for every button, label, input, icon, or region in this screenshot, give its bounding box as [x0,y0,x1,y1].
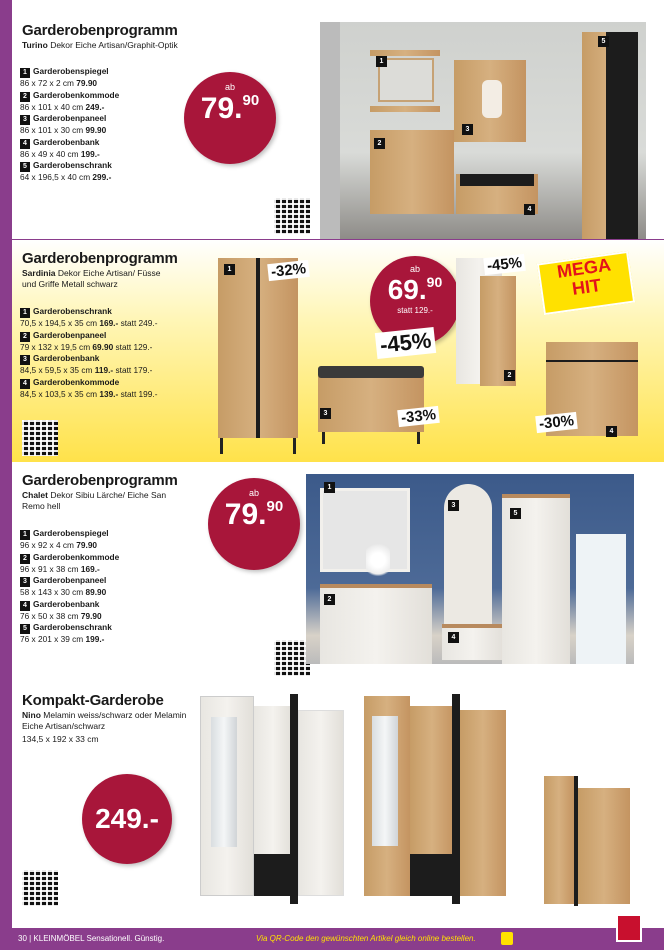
item-dimensions: 76 x 50 x 38 cm [20,610,79,621]
qr-scan-icon [616,914,642,942]
section-title: Garderobenprogramm [22,22,178,39]
section-subtitle [22,40,212,51]
item-number: 2 [20,332,30,342]
item-header [20,552,220,564]
item-name: Garderobenspiegel [33,528,109,538]
item-details [20,389,220,400]
item-details [20,149,220,160]
item-marker-2: 2 [324,594,335,605]
model-description: Dekor Sibiu Lärche/ Eiche San Remo hell [22,490,167,511]
item-old-price: statt 199.- [120,388,158,399]
price-prefix: ab [409,264,420,274]
item-dimensions: 96 x 92 x 4 cm [20,540,74,550]
section-title: Kompakt-Garderobe [22,692,164,709]
item-name: Garderobenkommode [33,376,120,387]
item-price: 169.- [80,563,100,574]
item-number: 3 [20,577,30,587]
item-header [20,66,220,78]
item-number: 4 [20,379,30,389]
item-price: 199.- [80,148,100,159]
item-details [20,172,220,183]
item-details [20,611,220,622]
model-name: Sardinia [22,268,56,278]
item-header [20,353,220,365]
item-old-price: statt 249.- [120,318,158,328]
item-dimensions: 76 x 201 x 39 cm [20,634,84,645]
item-marker-2: 2 [374,138,385,149]
qr-code[interactable] [22,870,58,906]
item-name: Garderobenspiegel [33,66,109,76]
model-description: Melamin weiss/schwarz oder Melamin Eiche Artisan/schwarz [22,710,187,731]
item-marker-1: 1 [224,264,235,275]
qr-code[interactable] [274,640,310,676]
item-dimensions: 86 x 101 x 30 cm [20,125,84,136]
section-nino [12,684,664,928]
model-description: Dekor Eiche Artisan/Graphit-Optik [50,40,178,50]
item-number: 3 [20,355,30,365]
mega-line-1: MEGA [555,254,613,282]
item-name: Garderobenpaneel [33,575,107,586]
item-name: Garderobenpaneel [33,113,107,124]
product-photo [320,22,646,240]
item-details [20,634,220,645]
item-dimensions: 70,5 x 194,5 x 35 cm [20,318,98,328]
item-number: 1 [20,530,30,540]
item-name: Garderobenbank [33,353,100,364]
price-main: 79. [224,498,267,531]
list-item [20,575,220,598]
section-subtitle [22,710,202,732]
item-price: 79.90 [80,610,102,621]
item-header [20,306,220,318]
item-price: 79.90 [76,540,98,550]
price-main: 249.- [95,803,159,834]
item-dimensions: 58 x 143 x 30 cm [20,587,84,598]
price-badge [208,478,300,570]
item-dimensions: 86 x 101 x 40 cm [20,101,84,112]
item-dimensions: 84,5 x 59,5 x 35 cm [20,365,93,376]
item-number: 2 [20,92,30,102]
item-details [20,564,220,575]
list-item [20,528,220,551]
discount-label: -33% [397,406,440,427]
item-price: 299.- [92,172,112,183]
item-header [20,622,220,634]
price-badge [184,72,276,164]
price-main: 69. [387,274,427,305]
item-price: 139.- [99,388,119,399]
price-cents: 90 [242,92,260,109]
footer-qr-hint: Via QR-Code den gewünschten Artikel gleich online bestellen. [256,934,476,943]
item-name: Garderobenkommode [33,551,120,562]
item-details [20,318,220,329]
list-item [20,306,220,329]
section-subtitle [22,490,172,512]
item-number: 2 [20,554,30,564]
qr-code[interactable] [22,420,58,456]
page-footer [0,928,664,950]
item-marker-5: 5 [510,508,521,519]
item-marker-1: 1 [376,56,387,67]
item-details [20,365,220,376]
section-turino [12,0,664,240]
item-price: 89.90 [85,587,107,598]
product-photo [306,474,634,664]
item-header [20,160,220,172]
list-item [20,160,220,183]
discount-label: -45% [483,254,526,275]
item-marker-3: 3 [448,500,459,511]
product-small-shelf [544,776,574,904]
section-chalet [12,462,664,684]
item-name: Garderobenbank [33,136,100,147]
discount-label: -32% [267,260,310,281]
model-name: Chalet [22,490,48,500]
model-name: Nino [22,710,41,720]
item-header [20,528,220,540]
item-price: 169.- [99,318,119,328]
item-header [20,330,220,342]
item-price: 249.- [85,101,105,112]
price-cents: 90 [426,274,443,290]
item-list [20,528,220,646]
section-title: Garderobenprogramm [22,250,178,267]
item-old-price: statt 129.- [115,341,153,352]
item-number: 4 [20,601,30,611]
item-price: 79.90 [76,78,98,88]
item-price: 69.90 [92,341,114,352]
section-subtitle [22,268,172,290]
item-list [20,306,220,400]
item-number: 4 [20,139,30,149]
qr-code[interactable] [274,198,310,234]
item-name: Garderobenschrank [33,306,112,316]
mega-hit-badge [537,251,635,315]
price-prefix: ab [224,82,235,92]
list-item [20,330,220,353]
item-details [20,540,220,551]
item-details [20,342,220,353]
footer-page-info: 30 | KLEINMÖBEL Sensationell. Günstig. [18,934,165,943]
product-oak-cabinet [364,696,410,896]
item-old-price: statt 179.- [115,365,153,376]
list-item [20,552,220,575]
item-price: 199.- [85,634,105,645]
list-item [20,377,220,400]
item-header [20,377,220,389]
price-cents: 90 [266,498,284,515]
item-name: Garderobenschrank [33,160,112,171]
item-dimensions: 96 x 91 x 38 cm [20,563,79,574]
item-marker-4: 4 [606,426,617,437]
item-marker-1: 1 [324,482,335,493]
item-name: Garderobenpaneel [33,329,107,340]
item-header [20,575,220,587]
item-dimensions: 64 x 196,5 x 40 cm [20,172,91,183]
product-white-cabinet [200,696,254,896]
item-marker-3: 3 [320,408,331,419]
product-wardrobe [218,258,298,438]
model-description: Dekor Eiche Artisan/ Füsse und Griffe Metall schwarz [22,268,161,289]
item-name: Garderobenschrank [33,622,112,633]
item-dimensions: 79 x 132 x 19,5 cm [20,341,91,352]
model-name: Turino [22,40,48,50]
left-accent-bar [0,0,12,950]
item-dimensions: 86 x 72 x 2 cm [20,78,74,88]
item-price: 99.90 [85,125,107,136]
item-number: 1 [20,308,30,318]
section-title: Garderobenprogramm [22,472,178,489]
item-dimensions: 86 x 49 x 40 cm [20,148,79,159]
item-number: 3 [20,115,30,125]
item-marker-4: 4 [448,632,459,643]
item-header [20,599,220,611]
item-price: 119.- [94,365,114,376]
mega-line-2: HIT [570,275,603,299]
item-details [20,587,220,598]
item-number: 1 [20,68,30,78]
cart-icon [501,932,513,945]
item-number: 5 [20,624,30,634]
price-badge [82,774,172,864]
list-item [20,622,220,645]
item-marker-5: 5 [598,36,609,47]
big-discount-label: -45% [375,327,437,359]
item-marker-4: 4 [524,204,535,215]
list-item [20,599,220,622]
section-dimensions: 134,5 x 192 x 33 cm [22,734,99,744]
discount-label: -30% [535,412,578,433]
price-prefix: ab [248,488,259,498]
section-sardinia [12,240,664,462]
price-main: 79. [200,92,243,125]
list-item [20,353,220,376]
item-marker-3: 3 [462,124,473,135]
price-statt: statt 129.- [397,306,433,315]
item-dimensions: 84,5 x 103,5 x 35 cm [20,388,98,399]
item-name: Garderobenbank [33,598,100,609]
item-marker-2: 2 [504,370,515,381]
item-name: Garderobenkommode [33,89,120,100]
item-number: 5 [20,162,30,172]
